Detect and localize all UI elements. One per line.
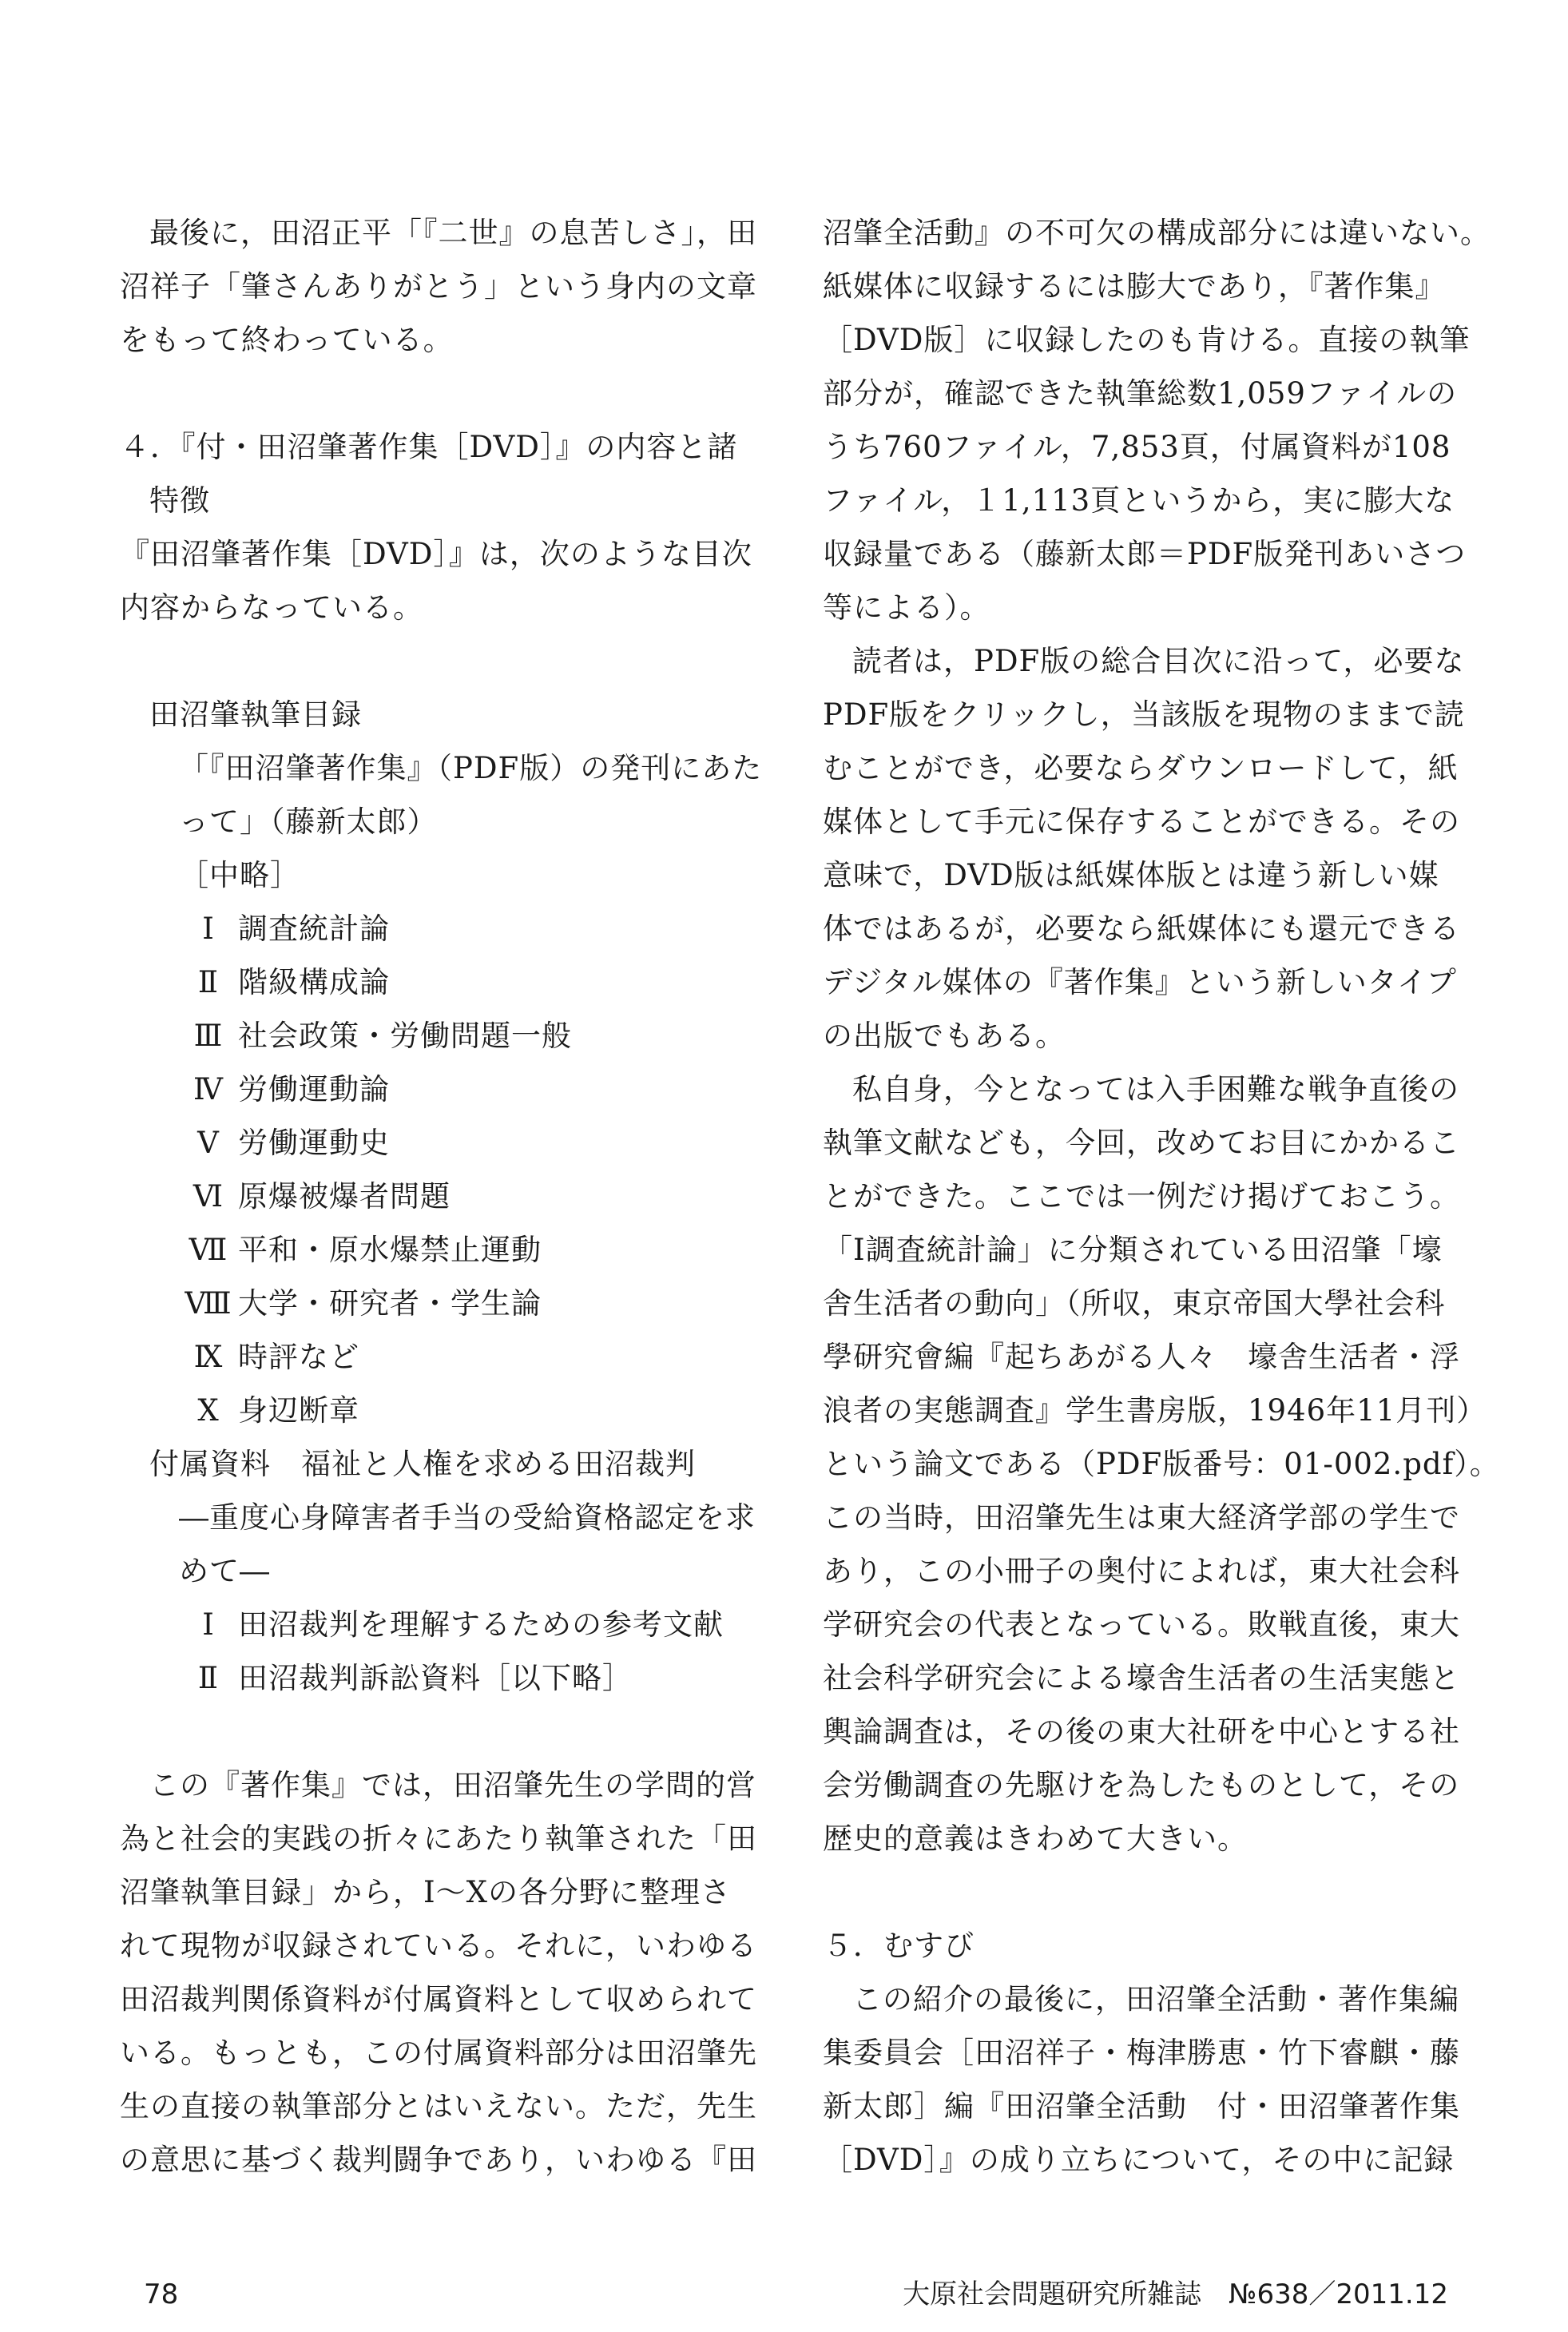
- text-line: れて現物が収録されている。それに，いわゆる: [120, 1929, 757, 1963]
- text-line: この『著作集』では，田沼肇先生の学問的営: [149, 1768, 756, 1802]
- toc-item: [120, 1330, 768, 1384]
- text-line: いる。もっとも，この付属資料部分は田沼肇先: [120, 2036, 757, 2070]
- text-line: 私自身，今となっては入手困難な戦争直後の: [852, 1072, 1459, 1106]
- page-number: 78: [144, 2278, 179, 2310]
- toc-item: [120, 1009, 768, 1063]
- toc-item-title: 原爆被爆者問題: [238, 1179, 451, 1214]
- toc-item-number: Ⅱ: [197, 965, 220, 999]
- text-line: この当時，田沼肇先生は東大経済学部の学生で: [823, 1500, 1460, 1535]
- appendix-item: [120, 1598, 768, 1651]
- text-line: という論文である（PDF版番号：01-002.pdf）。: [823, 1447, 1500, 1481]
- text-line: 「Ⅰ調査統計論」に分類されている田沼肇「壕: [823, 1233, 1443, 1267]
- text-line: の意思に基づく裁判闘争であり，いわゆる『田: [120, 2143, 757, 2177]
- journal-info: 大原社会問題研究所雑誌 №638／2011.12: [903, 2278, 1448, 2310]
- text-line: 執筆文献なども，今回，改めてお目にかかるこ: [823, 1126, 1460, 1160]
- toc-foreword: って」（藤新太郎）: [179, 804, 438, 839]
- toc-item-title: 調査統計論: [238, 912, 390, 946]
- toc-item: [120, 1063, 768, 1116]
- toc-heading: 田沼肇執筆目録: [149, 697, 362, 732]
- text-line: 舎生活者の動向」（所収，東京帝国大學社会科: [823, 1286, 1446, 1321]
- appendix-item-title: 田沼裁判を理解するための参考文献: [238, 1607, 724, 1642]
- toc-item-title: 時評など: [238, 1340, 359, 1374]
- appendix-item-number: Ⅱ: [197, 1661, 220, 1695]
- section-heading: 特徴: [149, 483, 210, 518]
- text-line: 為と社会的実践の折々にあたり執筆された「田: [120, 1822, 757, 1856]
- toc-item-number: Ⅷ: [185, 1286, 232, 1321]
- text-line: むことができ，必要ならダウンロードして，紙: [823, 751, 1459, 785]
- text-line: デジタル媒体の『著作集』という新しいタイプ: [823, 965, 1457, 999]
- toc-item-number: Ⅰ: [202, 912, 215, 946]
- toc-item-number: Ⅹ: [197, 1393, 220, 1428]
- toc-item: [120, 1223, 768, 1277]
- toc-item: [120, 1170, 768, 1223]
- toc-item-number: Ⅴ: [197, 1126, 220, 1160]
- text-line: 歴史的意義はきわめて大きい。: [823, 1822, 1248, 1856]
- text-line: 生の直接の執筆部分とはいえない。ただ，先生: [120, 2089, 757, 2123]
- text-line: 田沼裁判関係資料が付属資料として収められて: [120, 1982, 757, 2016]
- toc-item: [120, 902, 768, 955]
- appendix-item: [120, 1651, 768, 1705]
- text-line: 浪者の実態調査』学生書房版，1946年11月刊）: [823, 1393, 1487, 1428]
- toc-item-number: Ⅳ: [193, 1072, 224, 1106]
- appendix-item-title: 田沼裁判訴訟資料［以下略］: [238, 1661, 633, 1695]
- toc-item: [120, 955, 768, 1009]
- text-line: うち760ファイル，7,853頁，付属資料が108: [823, 430, 1451, 464]
- toc-item-title: 労働運動史: [238, 1126, 390, 1160]
- toc-item: [120, 1116, 768, 1170]
- toc-foreword: 「『田沼肇著作集』（PDF版）の発刊にあた: [179, 751, 763, 785]
- section-heading: ４．『付・田沼肇著作集［DVD］』の内容と諸: [120, 430, 738, 464]
- text-line: PDF版をクリックし，当該版を現物のままで読: [823, 697, 1465, 732]
- text-line: をもって終わっている。: [120, 323, 454, 357]
- toc-item-title: 社会政策・労働問題一般: [238, 1019, 572, 1053]
- appendix-heading: 付属資料 福祉と人権を求める田沼裁判: [149, 1447, 696, 1481]
- toc-item-title: 階級構成論: [238, 965, 390, 999]
- text-line: 學研究會編『起ちあがる人々 壕舎生活者・浮: [823, 1340, 1460, 1374]
- text-line: 体ではあるが，必要なら紙媒体にも還元できる: [823, 912, 1460, 946]
- text-line: ファイル，１1,113頁というから，実に膨大な: [823, 483, 1455, 518]
- text-line: の出版でもある。: [823, 1019, 1066, 1053]
- text-line: この紹介の最後に，田沼肇全活動・著作集編: [852, 1982, 1459, 2016]
- appendix-subtitle: ―重度心身障害者手当の受給資格認定を求: [179, 1500, 756, 1535]
- left-column: [120, 206, 768, 2187]
- text-line: 学研究会の代表となっている。敗戦直後，東大: [823, 1607, 1460, 1642]
- text-line: 意味で，DVD版は紙媒体版とは違う新しい媒: [823, 858, 1439, 892]
- text-line: 沼肇執筆目録」から，Ⅰ～Ⅹの各分野に整理さ: [120, 1875, 731, 1909]
- text-line: 集委員会［田沼祥子・梅津勝恵・竹下睿麒・藤: [823, 2036, 1460, 2070]
- text-line: 『田沼肇著作集［DVD］』は，次のような目次: [120, 537, 752, 571]
- text-line: 紙媒体に収録するには膨大であり，『著作集』: [823, 269, 1446, 304]
- text-line: 等による）。: [823, 590, 990, 625]
- text-line: 内容からなっている。: [120, 590, 423, 625]
- section-heading: ５．むすび: [823, 1929, 975, 1963]
- text-line: 社会科学研究会による壕舎生活者の生活実態と: [823, 1661, 1460, 1695]
- toc-item-title: 労働運動論: [238, 1072, 390, 1106]
- text-line: 最後に，田沼正平「『二世』の息苦しさ」，田: [149, 216, 757, 250]
- text-line: 沼肇全活動』の不可欠の構成部分には違いない。: [823, 216, 1491, 250]
- text-line: 新太郎］編『田沼肇全活動 付・田沼肇著作集: [823, 2089, 1460, 2123]
- toc-item-title: 大学・研究者・学生論: [238, 1286, 542, 1321]
- text-line: 収録量である（藤新太郎＝PDF版発刊あいさつ: [823, 537, 1467, 571]
- toc-item-number: Ⅶ: [189, 1233, 228, 1267]
- appendix-item-number: Ⅰ: [202, 1607, 215, 1642]
- text-line: 沼祥子「肇さんありがとう」という身内の文章: [120, 269, 757, 304]
- text-line: とができた。ここでは一例だけ掲げておこう。: [823, 1179, 1460, 1214]
- text-line: あり，この小冊子の奥付によれば，東大社会科: [823, 1554, 1460, 1588]
- toc-item-number: Ⅵ: [193, 1179, 224, 1214]
- toc-item-title: 身辺断章: [238, 1393, 359, 1428]
- toc-item-title: 平和・原水爆禁止運動: [238, 1233, 542, 1267]
- toc-item-number: Ⅲ: [193, 1019, 224, 1053]
- text-line: ［DVD版］に収録したのも肯ける。直接の執筆: [823, 323, 1471, 357]
- right-column: [823, 206, 1500, 2187]
- toc-omitted: ［中略］: [179, 858, 300, 892]
- toc-item: [120, 1384, 768, 1437]
- toc-item: [120, 1277, 768, 1330]
- text-line: 媒体として手元に保存することができる。その: [823, 804, 1460, 839]
- text-line: 会労働調査の先駆けを為したものとして，その: [823, 1768, 1460, 1802]
- text-line: 読者は，PDF版の総合目次に沿って，必要な: [852, 644, 1465, 678]
- text-line: 部分が，確認できた執筆総数1,059ファイルの: [823, 376, 1458, 411]
- appendix-subtitle: めて―: [179, 1554, 270, 1588]
- toc-item-number: Ⅸ: [193, 1340, 224, 1374]
- text-line: 輿論調査は，その後の東大社研を中心とする社: [823, 1714, 1460, 1749]
- text-line: ［DVD］』の成り立ちについて，その中に記録: [823, 2143, 1455, 2177]
